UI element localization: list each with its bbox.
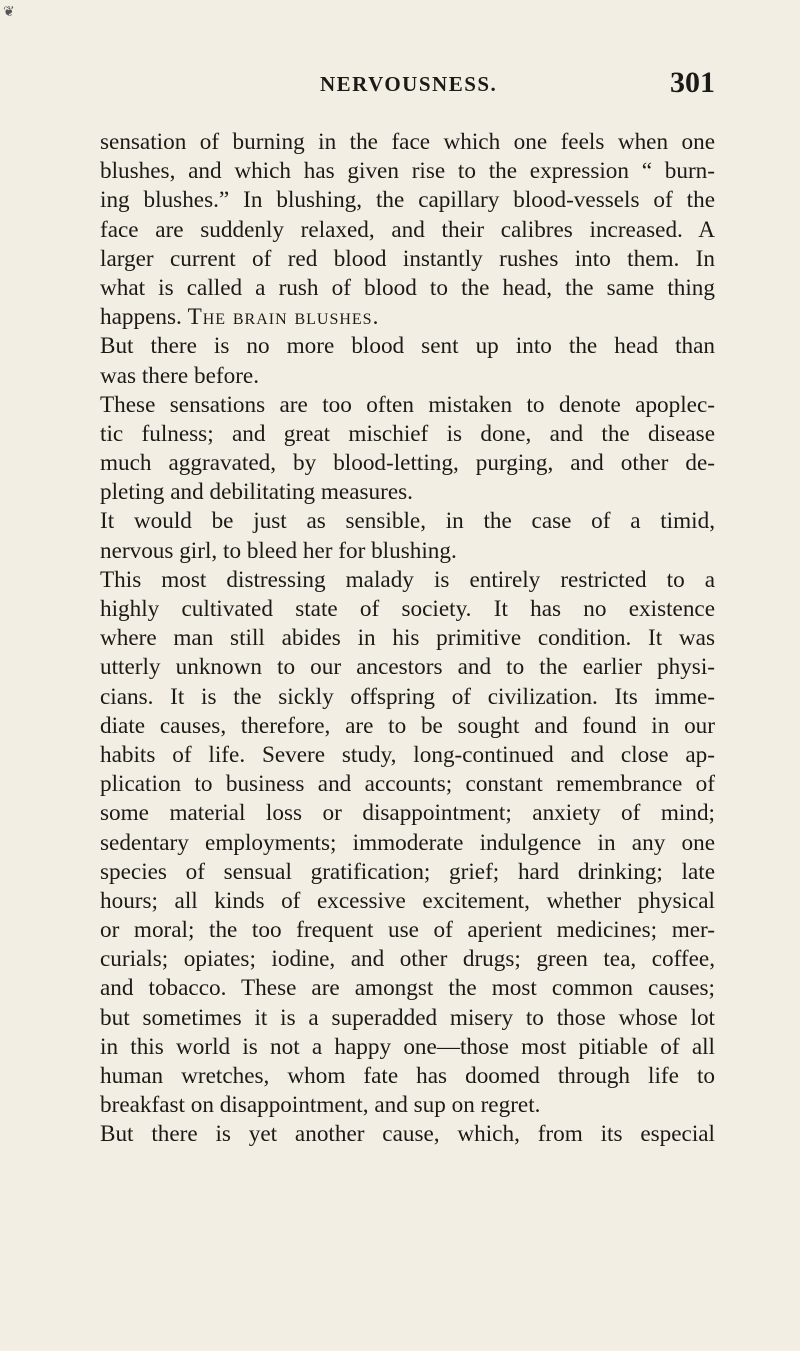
text-line: was there before. (100, 362, 260, 389)
text-line: These sensations are too often mistaken to denote apoplec- (100, 391, 715, 418)
text-line: But there is no more blood sent up into the head than (100, 333, 715, 360)
text-line: curials; opiates; iodine, and other drugs; green tea, coffee, (100, 946, 715, 973)
text-line: face are suddenly relaxed, and their calibres increased. A (100, 216, 715, 243)
text-line: This most distressing malady is entirely restricted to a (100, 566, 715, 593)
text-line: blushes, and which has given rise to the expression “ burn- (100, 158, 715, 185)
text-line: utterly unknown to our ancestors and to the earlier physi- (100, 654, 715, 681)
body-text (100, 128, 715, 1150)
text-line: diate causes, therefore, are to be sought and found in our (100, 712, 715, 739)
text-line: hours; all kinds of excessive excitement, whether physical (100, 887, 715, 914)
text-line: where man still abides in his primitive condition. It was (100, 625, 715, 652)
text-line: It would be just as sensible, in the case of a timid, (100, 508, 715, 535)
text-line: human wretches, whom fate has doomed through life to (100, 1063, 715, 1089)
page-header (100, 66, 715, 110)
small-caps-phrase: The brain blushes. (187, 304, 380, 331)
text-line: larger current of red blood instantly rushes into them. In (100, 245, 715, 272)
text-line: habits of life. Severe study, long-continued and close ap- (100, 741, 715, 768)
text-line: tic fulness; and great mischief is done, and the disease (100, 420, 715, 447)
text-line: in this world is not a happy one—those most pitiable of all (100, 1033, 715, 1060)
text-line: plication to business and accounts; constant remembrance of (100, 771, 715, 798)
text-line: But there is yet another cause, which, from its especial (100, 1121, 715, 1148)
text-line: much aggravated, by blood-letting, purging, and other de- (100, 450, 715, 477)
text-line: ing blushes.” In blushing, the capillary blood-vessels of the (100, 187, 715, 214)
text-line: what is called a rush of blood to the head, the same thing (100, 274, 715, 301)
text-fragment: happens. (100, 304, 188, 331)
text-line: nervous girl, to bleed her for blushing. (100, 537, 457, 564)
text-line: sedentary employments; immoderate indulgence in any one (100, 829, 715, 856)
text-line: species of sensual gratification; grief; hard drinking; late (100, 858, 715, 885)
page-number: 301 (670, 66, 715, 99)
text-line: or moral; the too frequent use of aperient medicines; mer- (100, 917, 715, 944)
text-line-with-small-caps (100, 303, 715, 332)
text-line: cians. It is the sickly offspring of civilization. Its imme- (100, 683, 715, 710)
text-line: breakfast on disappointment, and sup on regret. (100, 1092, 541, 1119)
text-line: highly cultivated state of society. It has no existence (100, 596, 715, 622)
text-line: and tobacco. These are amongst the most common causes; (100, 975, 715, 1002)
text-line: but sometimes it is a superadded misery to those whose lot (100, 1004, 715, 1031)
text-line: sensation of burning in the face which one feels when one (100, 129, 715, 155)
text-line: pleting and debilitating measures. (100, 479, 413, 506)
margin-mark: ❦ (3, 5, 15, 20)
running-head: NERVOUSNESS. (320, 72, 498, 96)
text-line: some material loss or disappointment; anxiety of mind; (100, 800, 715, 827)
